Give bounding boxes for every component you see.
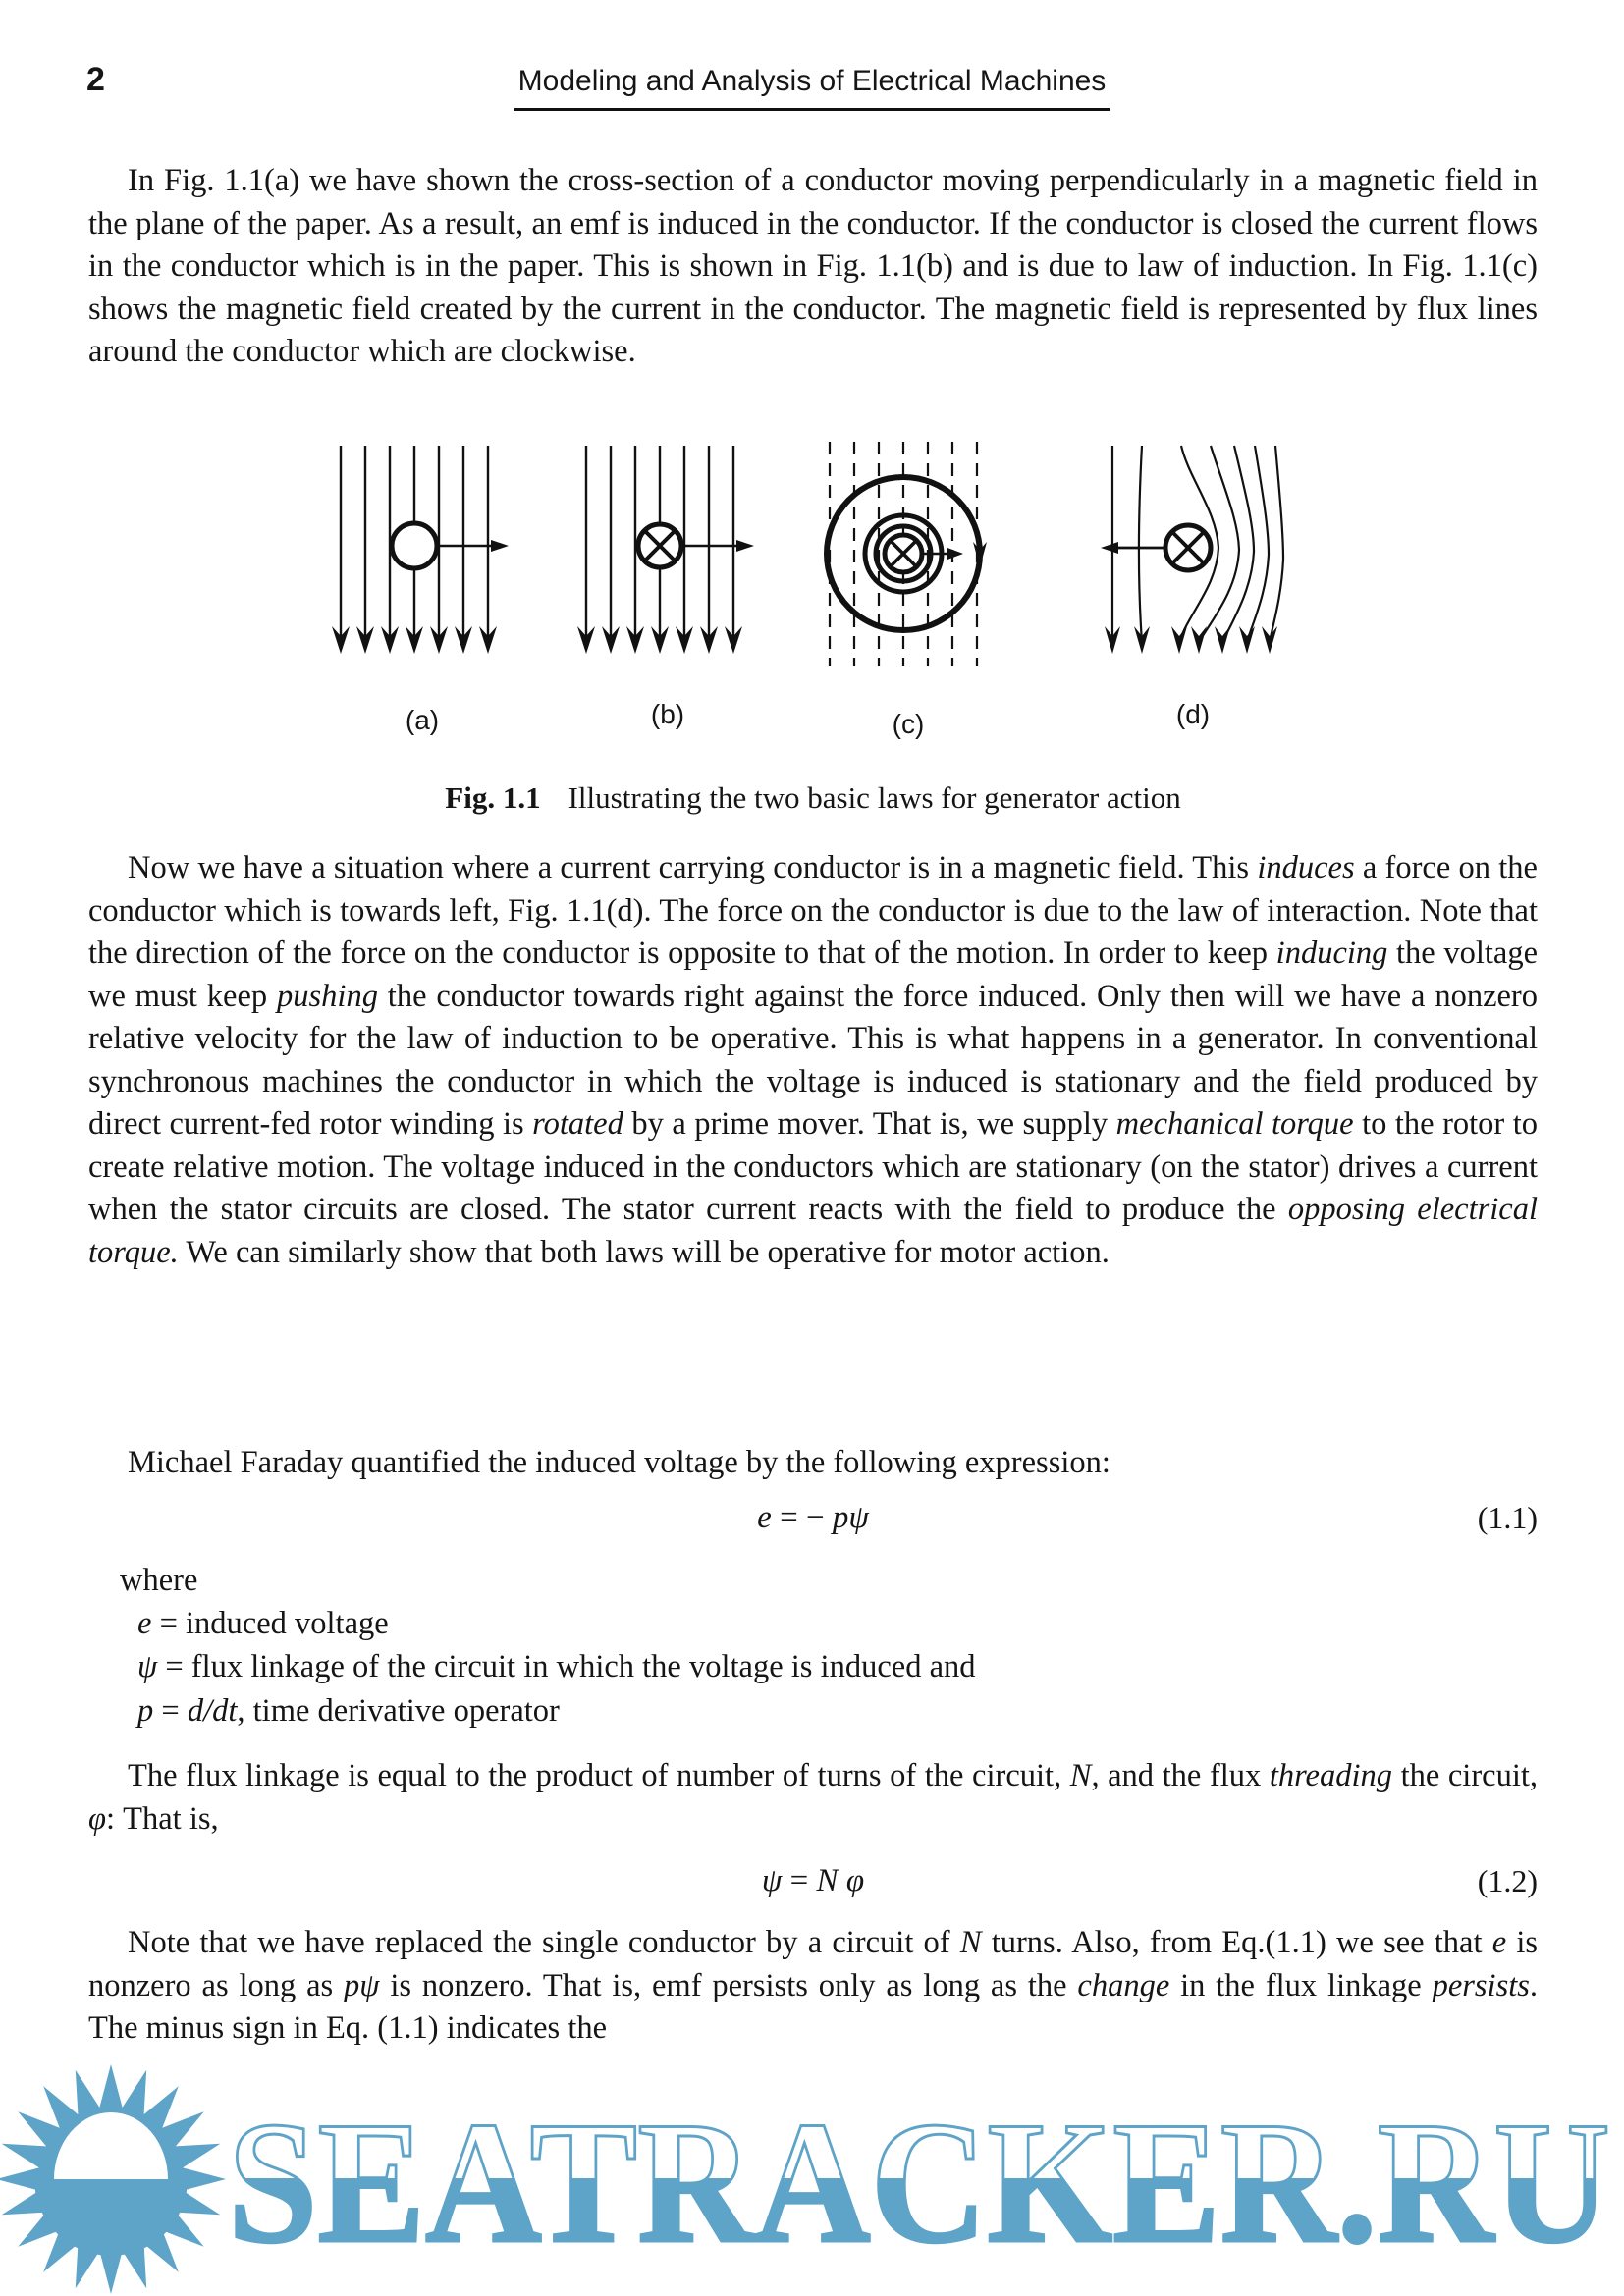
equation-1-2-body: ψ = N φ — [761, 1863, 865, 1898]
equation-1-1-body: e = − pψ — [757, 1500, 869, 1535]
figure-caption-text: Illustrating the two basic laws for generator action — [568, 780, 1181, 815]
sun-icon — [0, 2064, 226, 2294]
equation-1-2-number: (1.2) — [1477, 1863, 1538, 1898]
definition-psi: ψ = flux linkage of the circuit in which the voltage is induced and — [137, 1649, 976, 1684]
running-header — [0, 65, 1624, 111]
conductor-cross-section — [392, 523, 437, 568]
figure-label-c: (c) — [892, 709, 925, 739]
figure-label-a: (a) — [405, 705, 440, 735]
figure-label-d: (d) — [1175, 699, 1211, 729]
watermark — [0, 2056, 1624, 2296]
diagram-d-force-on-conductor — [1095, 440, 1291, 697]
equation-1-1-number: (1.1) — [1477, 1500, 1538, 1535]
watermark-text: SEATRACKER.RU — [228, 2085, 1610, 2279]
paragraph-intro: In Fig. 1.1(a) we have shown the cross-section of a conductor moving perpendicularly in a magnetic field in the plane of the paper. As a result, an emf is induced in the conductor. If the conductor is closed the current flows in the conductor which is in the paper. This is shown in Fig. 1.1(b) and is due to law of induction. In Fig. 1.1(c) shows the magnetic field created by the current in the conductor. The magnetic field is represented by flux lines around the conductor which are clockwise. — [88, 163, 1538, 369]
velocity-arrow — [736, 540, 754, 552]
velocity-arrow — [491, 540, 509, 552]
diagram-b-current-conductor — [569, 440, 766, 697]
equation-1-1 — [88, 1500, 1538, 1536]
definition-e: e = induced voltage — [137, 1606, 389, 1641]
paragraph-main: Now we have a situation where a current carrying conductor is in a magnetic field. This induces a force on the conductor which is towards left, Fig. 1.1(d). The force on the conductor is due to the law of interaction. Note that the direction of the force on the conductor is opposite to that of the motion. In order to keep inducing the voltage we must keep pushing the conductor towards right against the force induced. Only then will we have a nonzero relative velocity for the law of induction to be operative. This is what happens in a generator. In conventional synchronous machines the conductor in which the voltage is induced is stationary and the field produced by direct current-fed rotor winding is rotated by a prime mover. That is, we supply mechanical torque to the rotor to create relative motion. The voltage induced in the conductors which are stationary (on the stator) drives a current when the stator circuits are closed. The stator current reacts with the field to produce the opposing electrical torque. We can similarly show that both laws will be operative for motor action. — [88, 850, 1539, 1270]
where-label: where — [120, 1563, 198, 1598]
figure-label-b: (b) — [650, 699, 685, 729]
diagram-c-flux-around-conductor — [820, 440, 997, 697]
force-arrow — [1101, 542, 1118, 554]
diagram-a-moving-conductor — [324, 440, 520, 697]
paragraph-note: Note that we have replaced the single conductor by a circuit of N turns. Also, from Eq.(1.1) we see that e is nonzero as long as pψ is nonzero. That is, emf persists only as long as the change in the flux linkage persists. The minus sign in Eq. (1.1) indicates the — [88, 1925, 1539, 2046]
figure-caption-label: Fig. 1.1 — [445, 780, 541, 815]
figure-caption — [88, 780, 1538, 816]
paragraph-faraday: Michael Faraday quantified the induced voltage by the following expression: — [128, 1445, 1110, 1480]
definition-p: p = d/dt, time derivative operator — [137, 1693, 560, 1729]
page-number: 2 — [86, 61, 105, 98]
paragraph-flux-linkage: The flux linkage is equal to the product of number of turns of the circuit, N, and the flux threading the circuit, φ: That is, — [88, 1758, 1538, 1837]
current-arrow — [947, 548, 963, 560]
running-title: Modeling and Analysis of Electrical Machines — [514, 65, 1110, 111]
equation-1-2 — [88, 1863, 1538, 1899]
